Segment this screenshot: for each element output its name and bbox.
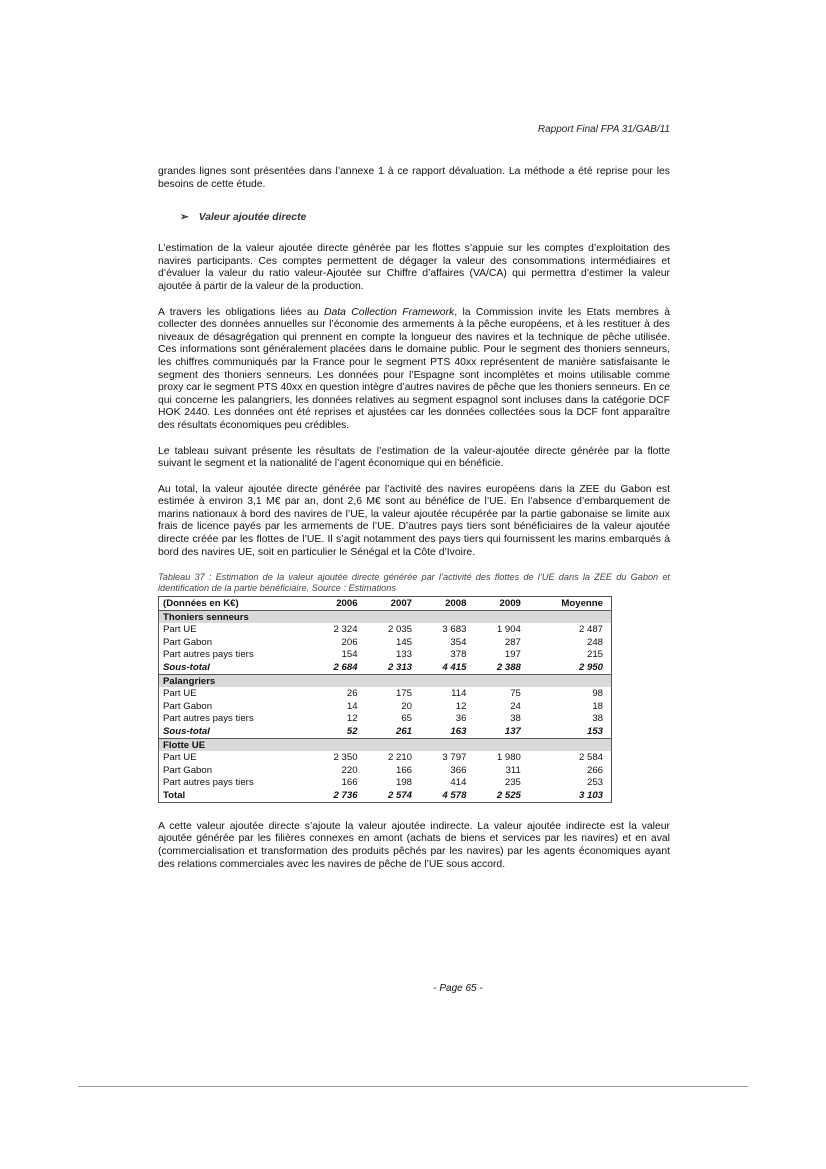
table-cell: 12 [455, 700, 467, 712]
table-row [159, 636, 612, 649]
table-cell: 2008 [420, 597, 474, 611]
section-header-row [159, 674, 612, 687]
table-cell: 12 [346, 713, 358, 725]
section-title-cell: Palangriers [159, 674, 612, 687]
footer-divider [78, 1086, 748, 1087]
table-cell: 287 [504, 636, 521, 648]
table-cell: 163 [450, 725, 467, 737]
table-cell: 3 797 [442, 752, 467, 764]
row-label: Part Gabon [163, 764, 213, 776]
table-cell: 2 350 [333, 752, 358, 764]
row-label: Part UE [163, 624, 197, 636]
table-row [159, 700, 612, 713]
paragraph-3: Le tableau suivant présente les résultats de l’estimation de la valeur-ajoutée directe générée par la flotte suivant le segment et la nationalité de l’agent économique qui en bénéficie. [158, 445, 670, 470]
table-cell: 2 684 [333, 662, 358, 674]
table-cell: 3 103 [578, 789, 603, 801]
row-label: (Données en K€) [159, 597, 312, 611]
intro-paragraph: grandes lignes sont présentées dans l’annexe 1 à ce rapport dévaluation. La méthode a été reprise pour les besoins de cette étude. [158, 166, 670, 190]
table-cell: 38 [510, 713, 521, 725]
row-label: Total [163, 789, 186, 801]
table-row [159, 649, 612, 662]
table-cell: 2 736 [333, 789, 358, 801]
paragraph-5: A cette valeur ajoutée directe s’ajoute la valeur ajoutée indirecte. La valeur ajoutée indirecte est la valeur ajoutée générée par les filières connexes en amont (achats de biens et services par les navires) et en aval (commercialisation et transformation des produits pêchés par les navires) par les agents économiques ayant des relations commerciales avec les navires de pêche de l’UE sous accord. [158, 820, 670, 870]
table-cell: 2 950 [578, 662, 603, 674]
row-label: Part UE [163, 752, 197, 764]
section-header-row [159, 610, 612, 623]
table-cell: 3 683 [442, 624, 467, 636]
paragraph-2 [158, 307, 670, 433]
table-cell: 215 [586, 649, 603, 661]
table-cell: 266 [586, 764, 603, 776]
row-label: Part autres pays tiers [163, 713, 254, 725]
row-label: Part autres pays tiers [163, 649, 254, 661]
table-cell: 114 [451, 688, 467, 700]
table-cell: 18 [592, 700, 603, 712]
paragraph-1: L’estimation de la valeur ajoutée directe générée par les flottes s’appuie sur les comptes d’exploitation des navires participants. Ces comptes permettent de dégager la valeur des consommations intermédiaires et d’évaluer la valeur du ratio valeur-Ajoutée sur Chiffre d’affaires (VA/CA) qui permettra d’estimer la valeur ajoutée à partir de la valeur de la production. [158, 243, 670, 292]
row-label: Sous-total [163, 725, 210, 737]
table-cell: 98 [592, 688, 603, 700]
table-cell: 2 035 [387, 624, 412, 636]
table-cell: 197 [504, 649, 521, 661]
row-label: Part Gabon [163, 700, 213, 712]
table-cell: 414 [450, 777, 467, 789]
table-cell: 2 388 [496, 662, 521, 674]
row-label: Part autres pays tiers [163, 777, 254, 789]
table-cell: 153 [586, 725, 603, 737]
arrow-bullet-icon: ➢ [180, 212, 189, 224]
table-cell: 52 [346, 725, 358, 737]
table-cell: 261 [395, 725, 412, 737]
section-title-cell: Thoniers senneurs [159, 610, 612, 623]
subtotal-row [159, 725, 612, 738]
table-cell: 75 [510, 688, 521, 700]
table-row [159, 764, 612, 777]
table-cell: 137 [504, 725, 521, 737]
table-cell: 38 [592, 713, 603, 725]
table-cell: 2 324 [333, 624, 358, 636]
table-cell: 248 [586, 636, 603, 648]
value-added-table [158, 596, 612, 803]
table-cell: 2 584 [578, 752, 603, 764]
table-cell: 26 [346, 688, 358, 700]
table-cell: 4 415 [442, 662, 467, 674]
table-cell: 154 [341, 649, 358, 661]
table-cell: Moyenne [529, 597, 612, 611]
row-label: Sous-total [163, 662, 210, 674]
section-title: Valeur ajoutée directe [198, 212, 307, 224]
table-cell: 14 [346, 700, 358, 712]
table-cell: 166 [341, 777, 358, 789]
section-title-cell: Flotte UE [159, 738, 612, 751]
table-cell: 220 [341, 764, 358, 776]
table-cell: 133 [395, 649, 412, 661]
table-cell: 311 [505, 764, 521, 776]
table-cell: 4 578 [442, 789, 467, 801]
table-row [159, 777, 612, 790]
table-cell: 36 [455, 713, 467, 725]
table-cell: 2006 [311, 597, 365, 611]
row-label: Part UE [163, 688, 197, 700]
table-cell: 354 [450, 636, 467, 648]
table-cell: 2 525 [496, 789, 521, 801]
page-content [158, 166, 670, 884]
table-header-row [159, 597, 612, 611]
table-cell: 2009 [474, 597, 528, 611]
table-cell: 20 [401, 700, 412, 712]
paragraph-4: Au total, la valeur ajoutée directe générée par l’activité des navires européens dans la ZEE du Gabon est estimée à environ 3,1 M€ par an, dont 2,6 M€ sont au bénéfice de l’UE. En l’absence d’embarquement de marins nationaux à bord des navires de l’UE, la valeur ajoutée récupérée par la partie gabonaise se limite aux frais de licence payés par les armements de l’UE. D’autres pays tiers sont bénéficiaires de la valeur ajoutée directe créée par les flottes de l’UE. Il s’agit notamment des pays tiers qui fournissent les marins embarqués à bord des navires UE, soit en particulier le Sénégal et la Côte d’Ivoire. [158, 483, 670, 558]
table-cell: 378 [450, 649, 467, 661]
subtotal-row [159, 661, 612, 674]
table-cell: 24 [510, 700, 521, 712]
table-cell: 2 574 [387, 789, 412, 801]
report-title: Rapport Final FPA 31/GAB/11 [537, 124, 670, 135]
table-row [159, 713, 612, 726]
table-cell: 2 313 [387, 662, 412, 674]
table-caption: Tableau 37 : Estimation de la valeur ajoutée directe générée par l’activité des flottes de l’UE dans la ZEE du Gabon et identification de la partie bénéficiaire. Source : Estimations [158, 572, 670, 594]
paragraph-2-start: A travers les obligations liées au [158, 306, 325, 318]
table-row [159, 687, 612, 700]
table-cell: 2 210 [387, 752, 412, 764]
table-cell: 2 487 [578, 624, 603, 636]
page-number: - Page 65 - [433, 983, 483, 994]
section-header-row [159, 738, 612, 751]
table-cell: 145 [395, 636, 412, 648]
table-cell: 1 980 [496, 752, 521, 764]
table-cell: 166 [395, 764, 412, 776]
table-row [159, 623, 612, 636]
table-row [159, 751, 612, 764]
table-cell: 2007 [366, 597, 420, 611]
paragraph-2-rest: , la Commission invite les Etats membres à collecter des données annuelles sur l’économie des armements à la pêche européens, et à les restituer à des niveaux de désagrégation qui prennent en compte la longueur des navires et la technique de pêche utilisée. Ces informations sont généralement placées dans le domaine public. Pour le segment des thoniers senneurs, les chiffres communiqués par la France pour le segment PTS 40xx représentent de manière satisfaisante le segment des thoniers senneurs. Les données pour l’Espagne sont incomplètes et moins utilisable comme proxy car le segment PTS 40xx en question intègre d’autres navires de pêche que les thoniers senneurs. En ce qui concerne les palangriers, les données relatives au segment espagnol sont incluses dans la catégorie DCF HOK 2440. Les données ont été reprises et ajustées car les données collectées sous la DCF font apparaître des résultats économiques peu crédibles. [158, 306, 670, 431]
table-cell: 366 [450, 764, 467, 776]
table-cell: 206 [341, 636, 358, 648]
dcf-term: Data Collection Framework [324, 306, 455, 318]
row-label: Part Gabon [163, 636, 213, 648]
total-row [159, 789, 612, 802]
table-cell: 235 [504, 777, 521, 789]
table-cell: 65 [401, 713, 412, 725]
table-cell: 253 [586, 777, 603, 789]
section-heading [180, 211, 670, 223]
table-cell: 198 [395, 777, 412, 789]
table-cell: 175 [395, 688, 412, 700]
table-cell: 1 904 [496, 624, 521, 636]
